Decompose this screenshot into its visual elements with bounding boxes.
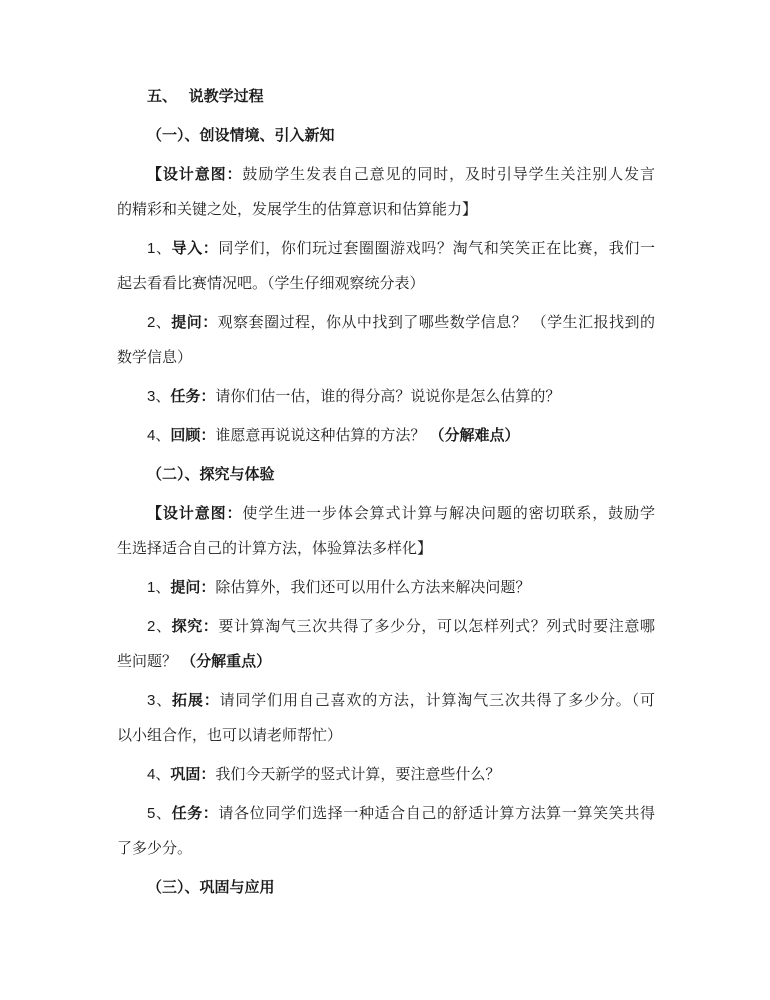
bold-text-run: （三）、巩固与应用 xyxy=(147,879,275,896)
text-line xyxy=(117,418,655,453)
text-run: 使学生进一步体会算式计算与解决问题的密切联系，鼓励学 xyxy=(242,505,655,522)
text-run: 除估算外，我们还可以用什么方法来解决问题？ xyxy=(215,579,531,596)
text-run: 2、 xyxy=(147,314,172,331)
text-run: 1、 xyxy=(147,579,171,596)
step-1-question-2 xyxy=(117,570,655,605)
text-run: 数学信息） xyxy=(117,349,193,366)
bold-text-run: （分解难点） xyxy=(429,427,520,444)
text-line xyxy=(117,231,655,266)
text-line xyxy=(117,644,655,679)
text-run: 同学们，你们玩过套圈圈游戏吗？淘气和笑笑正在比赛，我们一 xyxy=(218,240,655,257)
bold-text-run: 【设计意图： xyxy=(147,505,243,522)
text-line xyxy=(117,340,655,375)
bold-text-run: 任务： xyxy=(171,805,219,822)
text-line xyxy=(117,305,655,340)
text-run: 谁愿意再说说这种估算的方法？ xyxy=(215,427,430,444)
text-run: 5、 xyxy=(147,805,172,822)
design-intent-1 xyxy=(117,157,655,227)
text-run: 3、 xyxy=(147,388,171,405)
step-5-task xyxy=(117,796,655,866)
text-line xyxy=(117,718,655,753)
text-line xyxy=(117,266,655,301)
subsection-heading-2 xyxy=(117,457,655,492)
text-run: 4、 xyxy=(147,766,171,783)
section-heading-5 xyxy=(117,79,655,114)
document-body xyxy=(117,79,655,909)
bold-text-run: 【设计意图： xyxy=(147,166,243,183)
text-line xyxy=(117,457,655,492)
text-run: 4、 xyxy=(147,427,171,444)
bold-text-run: 拓展： xyxy=(172,692,220,709)
text-line xyxy=(117,79,655,114)
text-run: 请各位同学们选择一种适合自己的舒适计算方法算一算笑笑共得 xyxy=(218,805,655,822)
text-line xyxy=(117,157,655,192)
bold-text-run: 提问： xyxy=(171,314,218,331)
text-run: 的精彩和关键之处，发展学生的估算意识和估算能力】 xyxy=(117,201,478,218)
text-run: 以小组合作，也可以请老师帮忙） xyxy=(117,727,343,744)
text-line xyxy=(117,870,655,905)
bold-text-run: （一）、创设情境、引入新知 xyxy=(147,127,335,144)
text-run: 1、 xyxy=(147,240,172,257)
step-3-task xyxy=(117,379,655,414)
bold-text-run: 巩固： xyxy=(170,766,216,783)
bold-text-run: 提问： xyxy=(170,579,216,596)
text-run: 些问题？ xyxy=(117,653,182,670)
text-line xyxy=(117,379,655,414)
bold-text-run: 五、 说教学过程 xyxy=(147,88,264,105)
bold-text-run: （二）、探究与体验 xyxy=(147,466,275,483)
text-line xyxy=(117,683,655,718)
bold-text-run: （分解重点） xyxy=(181,653,272,670)
bold-text-run: 任务： xyxy=(170,388,216,405)
text-run: 我们今天新学的竖式计算，要注意些什么？ xyxy=(215,766,501,783)
design-intent-2 xyxy=(117,496,655,566)
text-line xyxy=(117,757,655,792)
bold-text-run: 回顾： xyxy=(170,427,216,444)
text-run: 3、 xyxy=(147,692,173,709)
text-line xyxy=(117,496,655,531)
text-line xyxy=(117,609,655,644)
text-run: 要计算淘气三次共得了多少分，可以怎样列式？列式时要注意哪 xyxy=(218,618,655,635)
text-line xyxy=(117,831,655,866)
text-line xyxy=(117,192,655,227)
bold-text-run: 探究： xyxy=(171,618,219,635)
step-2-question xyxy=(117,305,655,375)
step-3-extend xyxy=(117,683,655,753)
text-run: 请同学们用自己喜欢的方法，计算淘气三次共得了多少分。（可 xyxy=(219,692,655,709)
step-2-explore xyxy=(117,609,655,679)
text-run: 鼓励学生发表自己意见的同时，及时引导学生关注别人发言 xyxy=(242,166,655,183)
text-run: 2、 xyxy=(147,618,172,635)
text-line xyxy=(117,570,655,605)
step-1-import xyxy=(117,231,655,301)
text-line xyxy=(117,531,655,566)
subsection-heading-1 xyxy=(117,118,655,153)
text-line xyxy=(117,118,655,153)
step-4-consolidate xyxy=(117,757,655,792)
step-4-review xyxy=(117,418,655,453)
text-line xyxy=(117,796,655,831)
text-run: 起去看看比赛情况吧。（学生仔细观察统分表） xyxy=(117,275,425,292)
text-run: 观察套圈过程，你从中找到了哪些数学信息？ （学生汇报找到的 xyxy=(217,314,655,331)
bold-text-run: 导入： xyxy=(171,240,219,257)
text-run: 了多少分。 xyxy=(117,840,193,857)
text-run: 生选择适合自己的计算方法，体验算法多样化】 xyxy=(117,540,433,557)
subsection-heading-3 xyxy=(117,870,655,905)
text-run: 请你们估一估，谁的得分高？说说你是怎么估算的？ xyxy=(215,388,561,405)
